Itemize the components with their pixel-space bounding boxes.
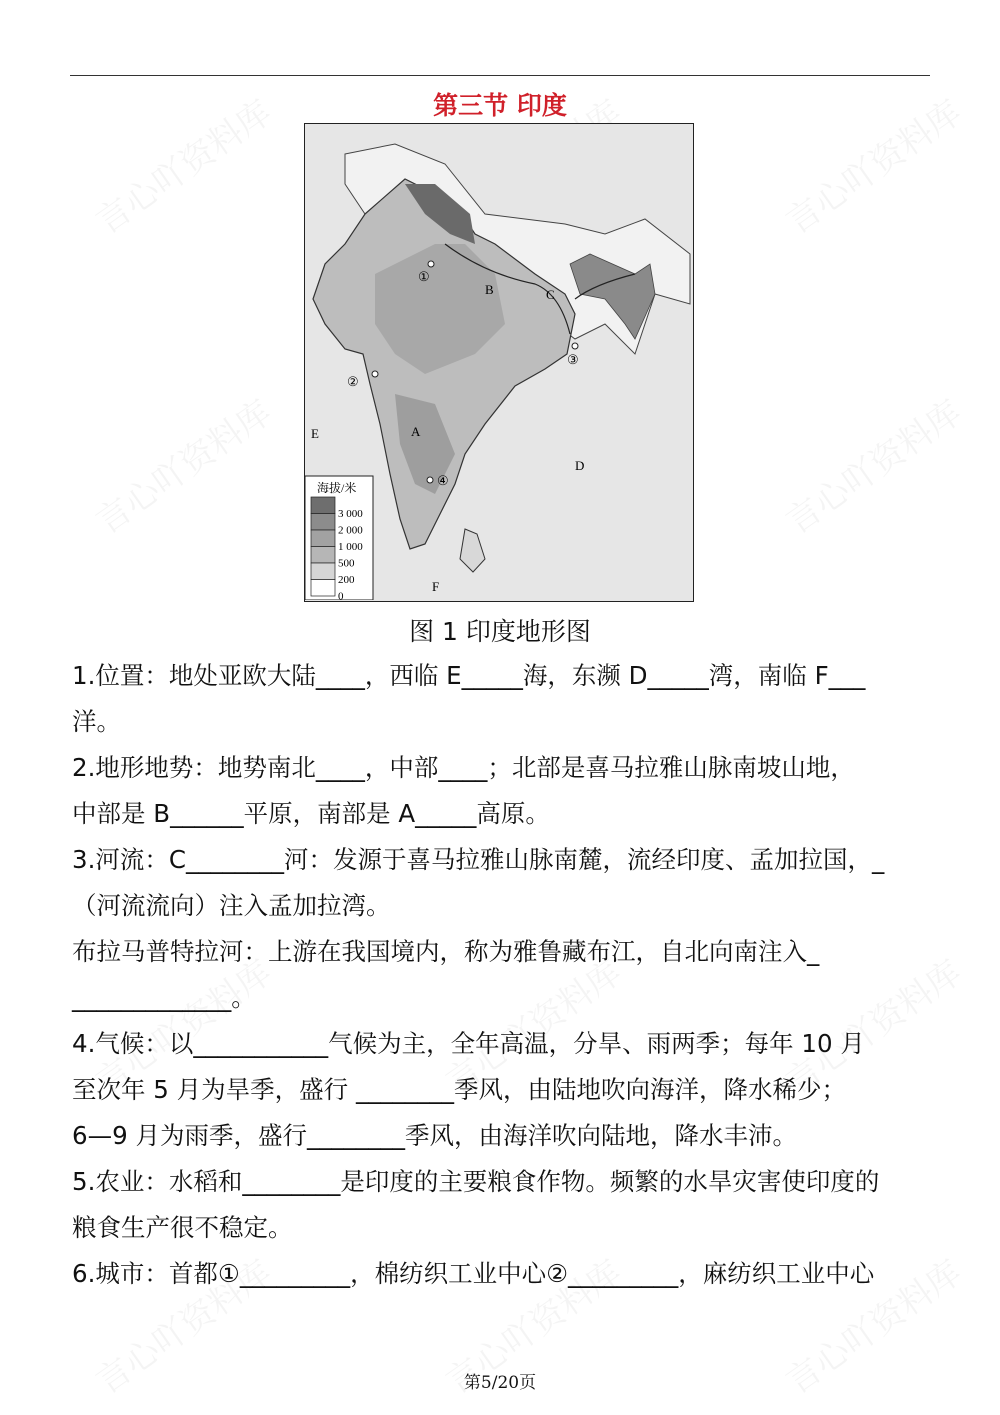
text-line: 至次年 5 月为旱季，盛行 ________季风，由陆地吹向海洋，降水稀少； [72, 1075, 846, 1104]
legend-tick: 2 000 [338, 524, 363, 537]
legend-tick: 500 [338, 557, 355, 570]
legend-swatch [311, 497, 335, 514]
legend-tick: 0 [338, 590, 344, 600]
text-line: 4.气候：以___________气候为主，全年高温，分旱、雨两季；每年 10 月 [72, 1029, 865, 1058]
india-terrain-map [304, 123, 694, 602]
map-caption: 图 1 印度地形图 [409, 617, 591, 646]
map-label-F: F [432, 579, 440, 594]
map-label-B: B [485, 282, 494, 297]
svg-text:海拔/米: 海拔/米 [317, 481, 357, 495]
text-line: 5.农业：水稻和________是印度的主要粮食作物。频繁的水旱灾害使印度的 [72, 1167, 880, 1196]
legend-swatch [311, 580, 335, 597]
text-line: （河流流向）注入孟加拉湾。 [72, 891, 391, 920]
text-line: 3.河流：C________河：发源于喜马拉雅山脉南麓，流经印度、孟加拉国，_ [72, 845, 885, 874]
map-label-A: A [411, 424, 421, 439]
legend-tick: 3 000 [338, 508, 363, 520]
map-label-D: D [575, 458, 585, 473]
watermark [84, 386, 279, 543]
map-label-1: ① [418, 269, 430, 284]
elevation-legend [305, 476, 373, 600]
text-line: 中部是 B______平原，南部是 A_____高原。 [72, 799, 550, 828]
text-line: 洋。 [72, 707, 121, 736]
map-label-C: C [546, 287, 555, 302]
legend-tick: 200 [338, 574, 355, 586]
page-number: 第5/20页 [463, 1373, 537, 1393]
text-line: 粮食生产很不稳定。 [72, 1213, 293, 1242]
text-line: 1.位置：地处亚欧大陆____，西临 E_____海，东濒 D_____湾，南临 F___ [72, 661, 866, 690]
text-line: _____________。 [72, 983, 256, 1012]
map-label-4: ④ [437, 473, 449, 488]
header-rule [70, 75, 930, 76]
legend-swatch [311, 514, 335, 531]
map-label-2: ② [347, 374, 359, 389]
text-line: 6—9 月为雨季，盛行________季风，由海洋吹向陆地，降水丰沛。 [72, 1121, 797, 1150]
legend-tick: 1 000 [338, 541, 363, 553]
legend-swatch [311, 530, 335, 547]
text-line: 2.地形地势：地势南北____，中部____；北部是喜马拉雅山脉南坡山地， [72, 753, 855, 782]
legend-swatch [311, 563, 335, 580]
text-line: 6.城市：首都①_________，棉纺织工业中心②_________，麻纺织工业中心 [72, 1259, 875, 1288]
text-line: 布拉马普特拉河：上游在我国境内，称为雅鲁藏布江，自北向南注入_ [72, 937, 820, 966]
page-title: 第三节 印度 [433, 91, 567, 120]
map-label-3: ③ [567, 352, 579, 367]
legend-swatch [311, 547, 335, 564]
map-label-E: E [311, 426, 319, 441]
watermark [774, 386, 969, 543]
